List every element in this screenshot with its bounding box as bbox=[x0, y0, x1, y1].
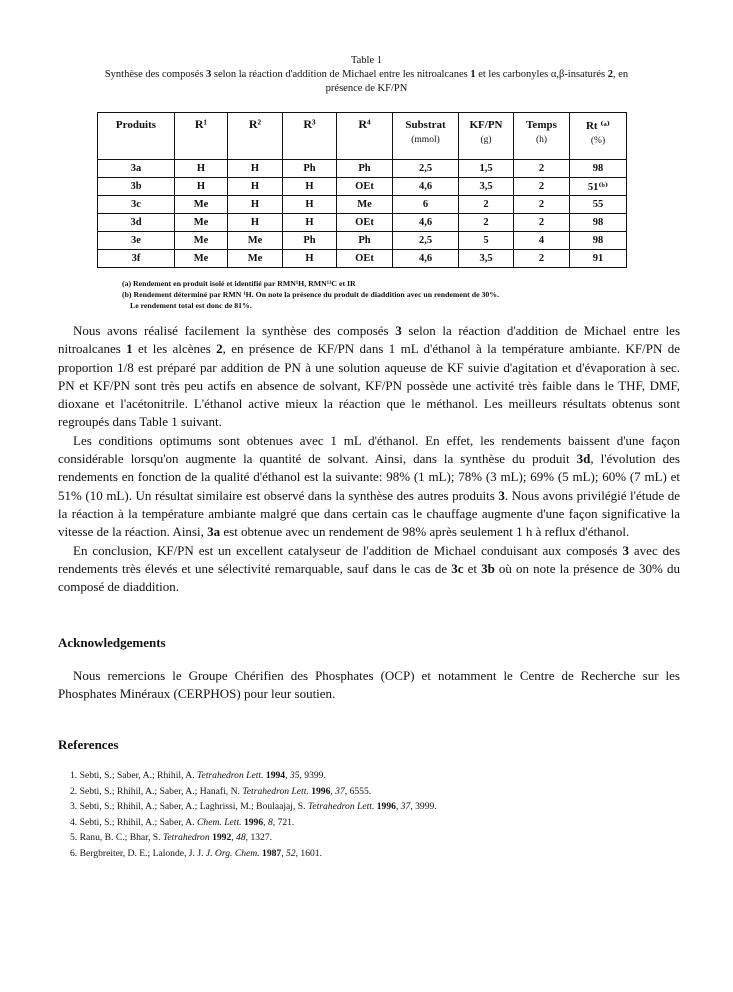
paragraph-2: Les conditions optimums sont obtenues avec 1 mL d'éthanol. En effet, les rendements baissent d'une façon considérable lorsqu'on augmente la quantité de solvant. Ainsi, dans la synthèse du produit 3d, l'évolution des rendements en fonction de la qualité d'éthanol est la suivante: 98% (1 mL); 78% (3 mL); 69% (5 mL); 60% (7 mL) et 51% (10 mL). Un résultat similaire est observé dans la synthèse des autres produits 3. Nous avons privilégié l'étude de la réaction à la température ambiante malgré que dans certain cas le chauffage augmente d'une façon significative la vitesse de la réaction. Ainsi, 3a est obtenue avec un rendement de 98% après seulement 1 h à reflux d'éthanol. bbox=[58, 432, 681, 540]
references-list bbox=[70, 768, 670, 862]
reference-item: 1. Sebti, S.; Saber, A.; Rhihil, A. Tetrahedron Lett. 1994, 35, 9399. bbox=[70, 770, 326, 781]
cell-r3: Ph bbox=[283, 232, 337, 250]
cell-r4: Ph bbox=[337, 232, 393, 250]
cell-product: 3f bbox=[98, 250, 175, 268]
cell-time: 2 bbox=[514, 160, 570, 178]
cell-substrate: 2,5 bbox=[393, 160, 459, 178]
cell-product: 3a bbox=[98, 160, 175, 178]
paragraph-3: En conclusion, KF/PN est un excellent catalyseur de l'addition de Michael conduisant aux composés 3 avec des rendements très élevés et une sélectivité remarquable, sauf dans le cas de 3c et 3b où on note la présence de 30% du composé de diaddition. bbox=[58, 542, 681, 595]
cell-time: 2 bbox=[514, 196, 570, 214]
table-notes bbox=[122, 278, 622, 311]
cell-time: 2 bbox=[514, 250, 570, 268]
cell-r4: Me bbox=[337, 196, 393, 214]
table-row bbox=[98, 250, 627, 268]
col-r2: R² bbox=[228, 113, 283, 160]
table-caption bbox=[100, 54, 633, 96]
reference-item: 6. Bergbreiter, D. E.; Lalonde, J. J. J. Org. Chem. 1987, 52, 1601. bbox=[70, 847, 322, 859]
references-heading: References bbox=[58, 737, 119, 752]
cell-yield: 51⁽ᵇ⁾ bbox=[570, 178, 627, 196]
cell-r2: H bbox=[228, 214, 283, 232]
cell-r3: Ph bbox=[283, 160, 337, 178]
cell-r1: H bbox=[175, 160, 228, 178]
cell-substrate: 4,6 bbox=[393, 250, 459, 268]
cell-r4: OEt bbox=[337, 214, 393, 232]
cell-r3: H bbox=[283, 196, 337, 214]
table-header-row bbox=[98, 113, 627, 160]
cell-r1: Me bbox=[175, 214, 228, 232]
table-row bbox=[98, 160, 627, 178]
cell-kfpn: 3,5 bbox=[459, 250, 514, 268]
col-time: Temps (h) bbox=[514, 113, 570, 160]
table-row bbox=[98, 232, 627, 250]
paragraph-1: Nous avons réalisé facilement la synthèse des composés 3 selon la réaction d'addition de Michael entre les nitroalcanes 1 et les alcènes 2, en présence de KF/PN dans 1 mL d'éthanol à la température ambiante. KF/PN de proportion 1/8 est préparé par addition de PN à une solution aqueuse de KF suivie d'agitation et d'évaporation à sec. PN et KF/PN sont très peu actifs en absence de solvant, KF/PN possède une activité très faible dans le THF, DMF, dioxane et l'acétonitrile. L'éthanol active mieux la réaction que le méthanol. Les meilleurs résultats obtenus sont regroupés dans Table 1 suivant. bbox=[58, 323, 681, 430]
cell-r4: OEt bbox=[337, 178, 393, 196]
cell-yield: 55 bbox=[570, 196, 627, 214]
reference-item: 5. Ranu, B. C.; Bhar, S. Tetrahedron 1992, 48, 1327. bbox=[70, 832, 273, 844]
cell-r2: H bbox=[228, 160, 283, 178]
cell-yield: 98 bbox=[570, 232, 627, 250]
cell-r2: Me bbox=[228, 250, 283, 268]
cell-r2: Me bbox=[228, 232, 283, 250]
cell-kfpn: 1,5 bbox=[459, 160, 514, 178]
reference-item: 2. Sebti, S.; Rhihil, A.; Saber, A.; Hanafi, N. Tetrahedron Lett. 1996, 37, 6555. bbox=[70, 785, 372, 797]
cell-r3: H bbox=[283, 178, 337, 196]
col-r4: R⁴ bbox=[337, 113, 393, 160]
table-row bbox=[98, 196, 627, 214]
col-r3: R³ bbox=[283, 113, 337, 160]
cell-kfpn: 5 bbox=[459, 232, 514, 250]
table-note-b: (b) Rendement déterminé par RMN ¹H. On note la présence du produit de diaddition avec un rendement de 30%. bbox=[122, 290, 500, 299]
cell-r1: Me bbox=[175, 232, 228, 250]
acknowledgements-heading: Acknowledgements bbox=[58, 635, 166, 650]
table-row bbox=[98, 214, 627, 232]
cell-r3: H bbox=[283, 250, 337, 268]
cell-substrate: 4,6 bbox=[393, 178, 459, 196]
cell-product: 3b bbox=[98, 178, 175, 196]
cell-kfpn: 2 bbox=[459, 214, 514, 232]
cell-product: 3c bbox=[98, 196, 175, 214]
cell-time: 2 bbox=[514, 178, 570, 196]
cell-r3: H bbox=[283, 214, 337, 232]
cell-yield: 91 bbox=[570, 250, 627, 268]
cell-substrate: 2,5 bbox=[393, 232, 459, 250]
cell-r2: H bbox=[228, 196, 283, 214]
caption-text: Synthèse des composés 3 selon la réaction d'addition de Michael entre les nitroalcanes 1 et les carbonyles α,β-insaturés 2, en présence de KF/PN bbox=[104, 69, 629, 94]
cell-kfpn: 3,5 bbox=[459, 178, 514, 196]
cell-kfpn: 2 bbox=[459, 196, 514, 214]
cell-r1: Me bbox=[175, 250, 228, 268]
table-note-a: (a) Rendement en produit isolé et identifié par RMN¹H, RMN¹³C et IR bbox=[122, 279, 356, 288]
reference-item: 4. Sebti, S.; Rhihil, A.; Saber, A. Chem. Lett. 1996, 8, 721. bbox=[70, 816, 295, 828]
cell-product: 3d bbox=[98, 214, 175, 232]
cell-product: 3e bbox=[98, 232, 175, 250]
cell-time: 4 bbox=[514, 232, 570, 250]
cell-yield: 98 bbox=[570, 214, 627, 232]
col-substrate: Substrat (mmol) bbox=[393, 113, 459, 160]
cell-r4: Ph bbox=[337, 160, 393, 178]
cell-substrate: 4,6 bbox=[393, 214, 459, 232]
col-products: Produits bbox=[98, 113, 175, 160]
col-kfpn: KF/PN (g) bbox=[459, 113, 514, 160]
table-note-b-cont: Le rendement total est donc de 81%. bbox=[130, 301, 252, 310]
col-r1: R¹ bbox=[175, 113, 228, 160]
reference-item: 3. Sebti, S.; Rhihil, A.; Saber, A.; Laghrissi, M.; Boulaajaj, S. Tetrahedron Lett. 1996, 37, 3999. bbox=[70, 801, 437, 813]
results-table bbox=[97, 112, 627, 268]
cell-yield: 98 bbox=[570, 160, 627, 178]
table-row bbox=[98, 178, 627, 196]
cell-r1: H bbox=[175, 178, 228, 196]
table-number: Table 1 bbox=[350, 55, 383, 66]
cell-r2: H bbox=[228, 178, 283, 196]
cell-r4: OEt bbox=[337, 250, 393, 268]
cell-time: 2 bbox=[514, 214, 570, 232]
cell-r1: Me bbox=[175, 196, 228, 214]
col-yield: Rt ⁽ᵃ⁾ (%) bbox=[570, 113, 627, 160]
cell-substrate: 6 bbox=[393, 196, 459, 214]
acknowledgements-text: Nous remercions le Groupe Chérifien des Phosphates (OCP) et notamment le Centre de Recherche sur les Phosphates Minéraux (CERPHOS) pour leur soutien. bbox=[58, 668, 680, 701]
body-text bbox=[58, 322, 680, 596]
